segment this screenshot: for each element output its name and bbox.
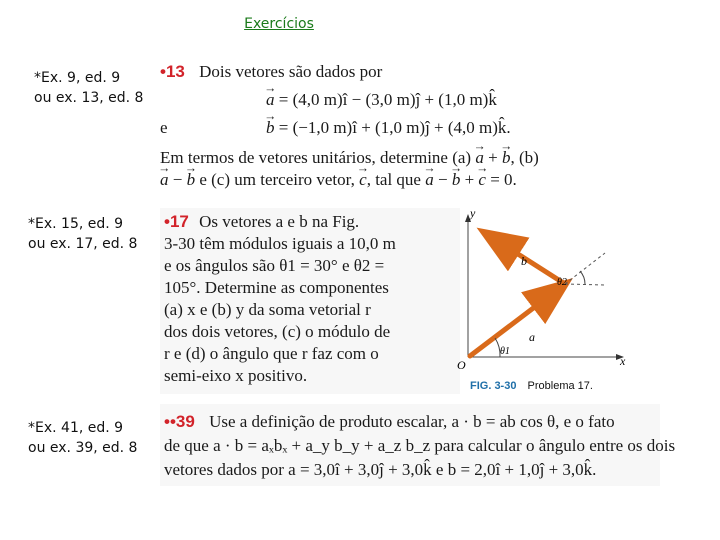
problem-text-line: semi-eixo x positivo. — [164, 366, 308, 385]
problem-17 — [160, 208, 460, 394]
problem-number: •13 — [160, 62, 185, 81]
problem-task-line-1: Em termos de vetores unitários, determine (a) → a + → b, (b) — [160, 148, 539, 168]
reference-dashed-line — [565, 284, 605, 285]
problem-text-line: 105°. Determine as componentes — [164, 278, 389, 297]
figure-problem: Problema 17. — [527, 380, 593, 392]
theta1-label: θ1 — [500, 346, 510, 357]
ref-line: ou ex. 39, ed. 8 — [28, 440, 138, 456]
exercise-ref-2 — [28, 214, 137, 254]
figure-number: FIG. 3-30 — [470, 380, 517, 392]
exercise-ref-1 — [34, 68, 143, 108]
theta2-arc — [580, 271, 585, 284]
vector-a-label: a — [529, 330, 535, 344]
problem-number: ••39 — [164, 412, 195, 431]
theta2-label: θ2 — [557, 277, 567, 288]
conjunction: e — [160, 118, 168, 137]
problem-text-line: Os vetores a e b na Fig. — [199, 212, 360, 231]
vector-a-equation: → a = (4,0 m)î − (3,0 m)ĵ + (1,0 m)k̂ — [266, 90, 497, 110]
problem-39 — [160, 404, 676, 486]
problem-text-line: e os ângulos são θ1 = 30° e θ2 = — [164, 256, 385, 275]
problem-number: •17 — [164, 212, 189, 231]
origin-label: O — [457, 358, 466, 372]
vector-diagram — [455, 205, 635, 377]
problem-text-line: 3-30 têm módulos iguais a 10,0 m — [164, 234, 396, 253]
problem-text-line: dos dois vetores, (c) o módulo de — [164, 322, 391, 341]
exercise-ref-3 — [28, 418, 137, 458]
ref-line: *Ex. 9, ed. 9 — [34, 70, 121, 86]
problem-task-line-2: → a − → b e (c) um terceiro vetor, → c, tal que → a − → b + → c = 0. — [160, 170, 517, 190]
page-title: Exercícios — [244, 16, 314, 32]
problem-text-line: (a) x e (b) y da soma vetorial r — [164, 300, 371, 319]
y-axis-label: y — [470, 206, 476, 220]
problem-13 — [160, 60, 580, 195]
problem-text-line: de que a · b = aₓbₓ + a_y b_y + a_z b_z para calcular o ângulo entre os dois — [164, 436, 676, 455]
extension-dashed-line — [565, 253, 605, 284]
problem-text-line: Use a definição de produto escalar, a · b = ab cos θ, e o fato — [209, 412, 615, 431]
vector-b-label: b — [521, 254, 527, 268]
ref-line: *Ex. 41, ed. 9 — [28, 420, 124, 436]
vector-a-arrow — [470, 284, 565, 356]
figure-caption — [470, 380, 593, 392]
problem-text-line: vetores dados por a = 3,0î + 3,0ĵ + 3,0k̂ e b = 2,0î + 1,0ĵ + 3,0k̂. — [164, 460, 597, 479]
ref-line: *Ex. 15, ed. 9 — [28, 216, 124, 232]
problem-text-line: r e (d) o ângulo que r faz com o — [164, 344, 379, 363]
x-axis-label: x — [620, 354, 626, 368]
problem-intro: Dois vetores são dados por — [199, 62, 383, 81]
ref-line: ou ex. 17, ed. 8 — [28, 236, 138, 252]
vector-b-equation: → b = (−1,0 m)î + (1,0 m)ĵ + (4,0 m)k̂. — [266, 118, 511, 138]
ref-line: ou ex. 13, ed. 8 — [34, 90, 144, 106]
